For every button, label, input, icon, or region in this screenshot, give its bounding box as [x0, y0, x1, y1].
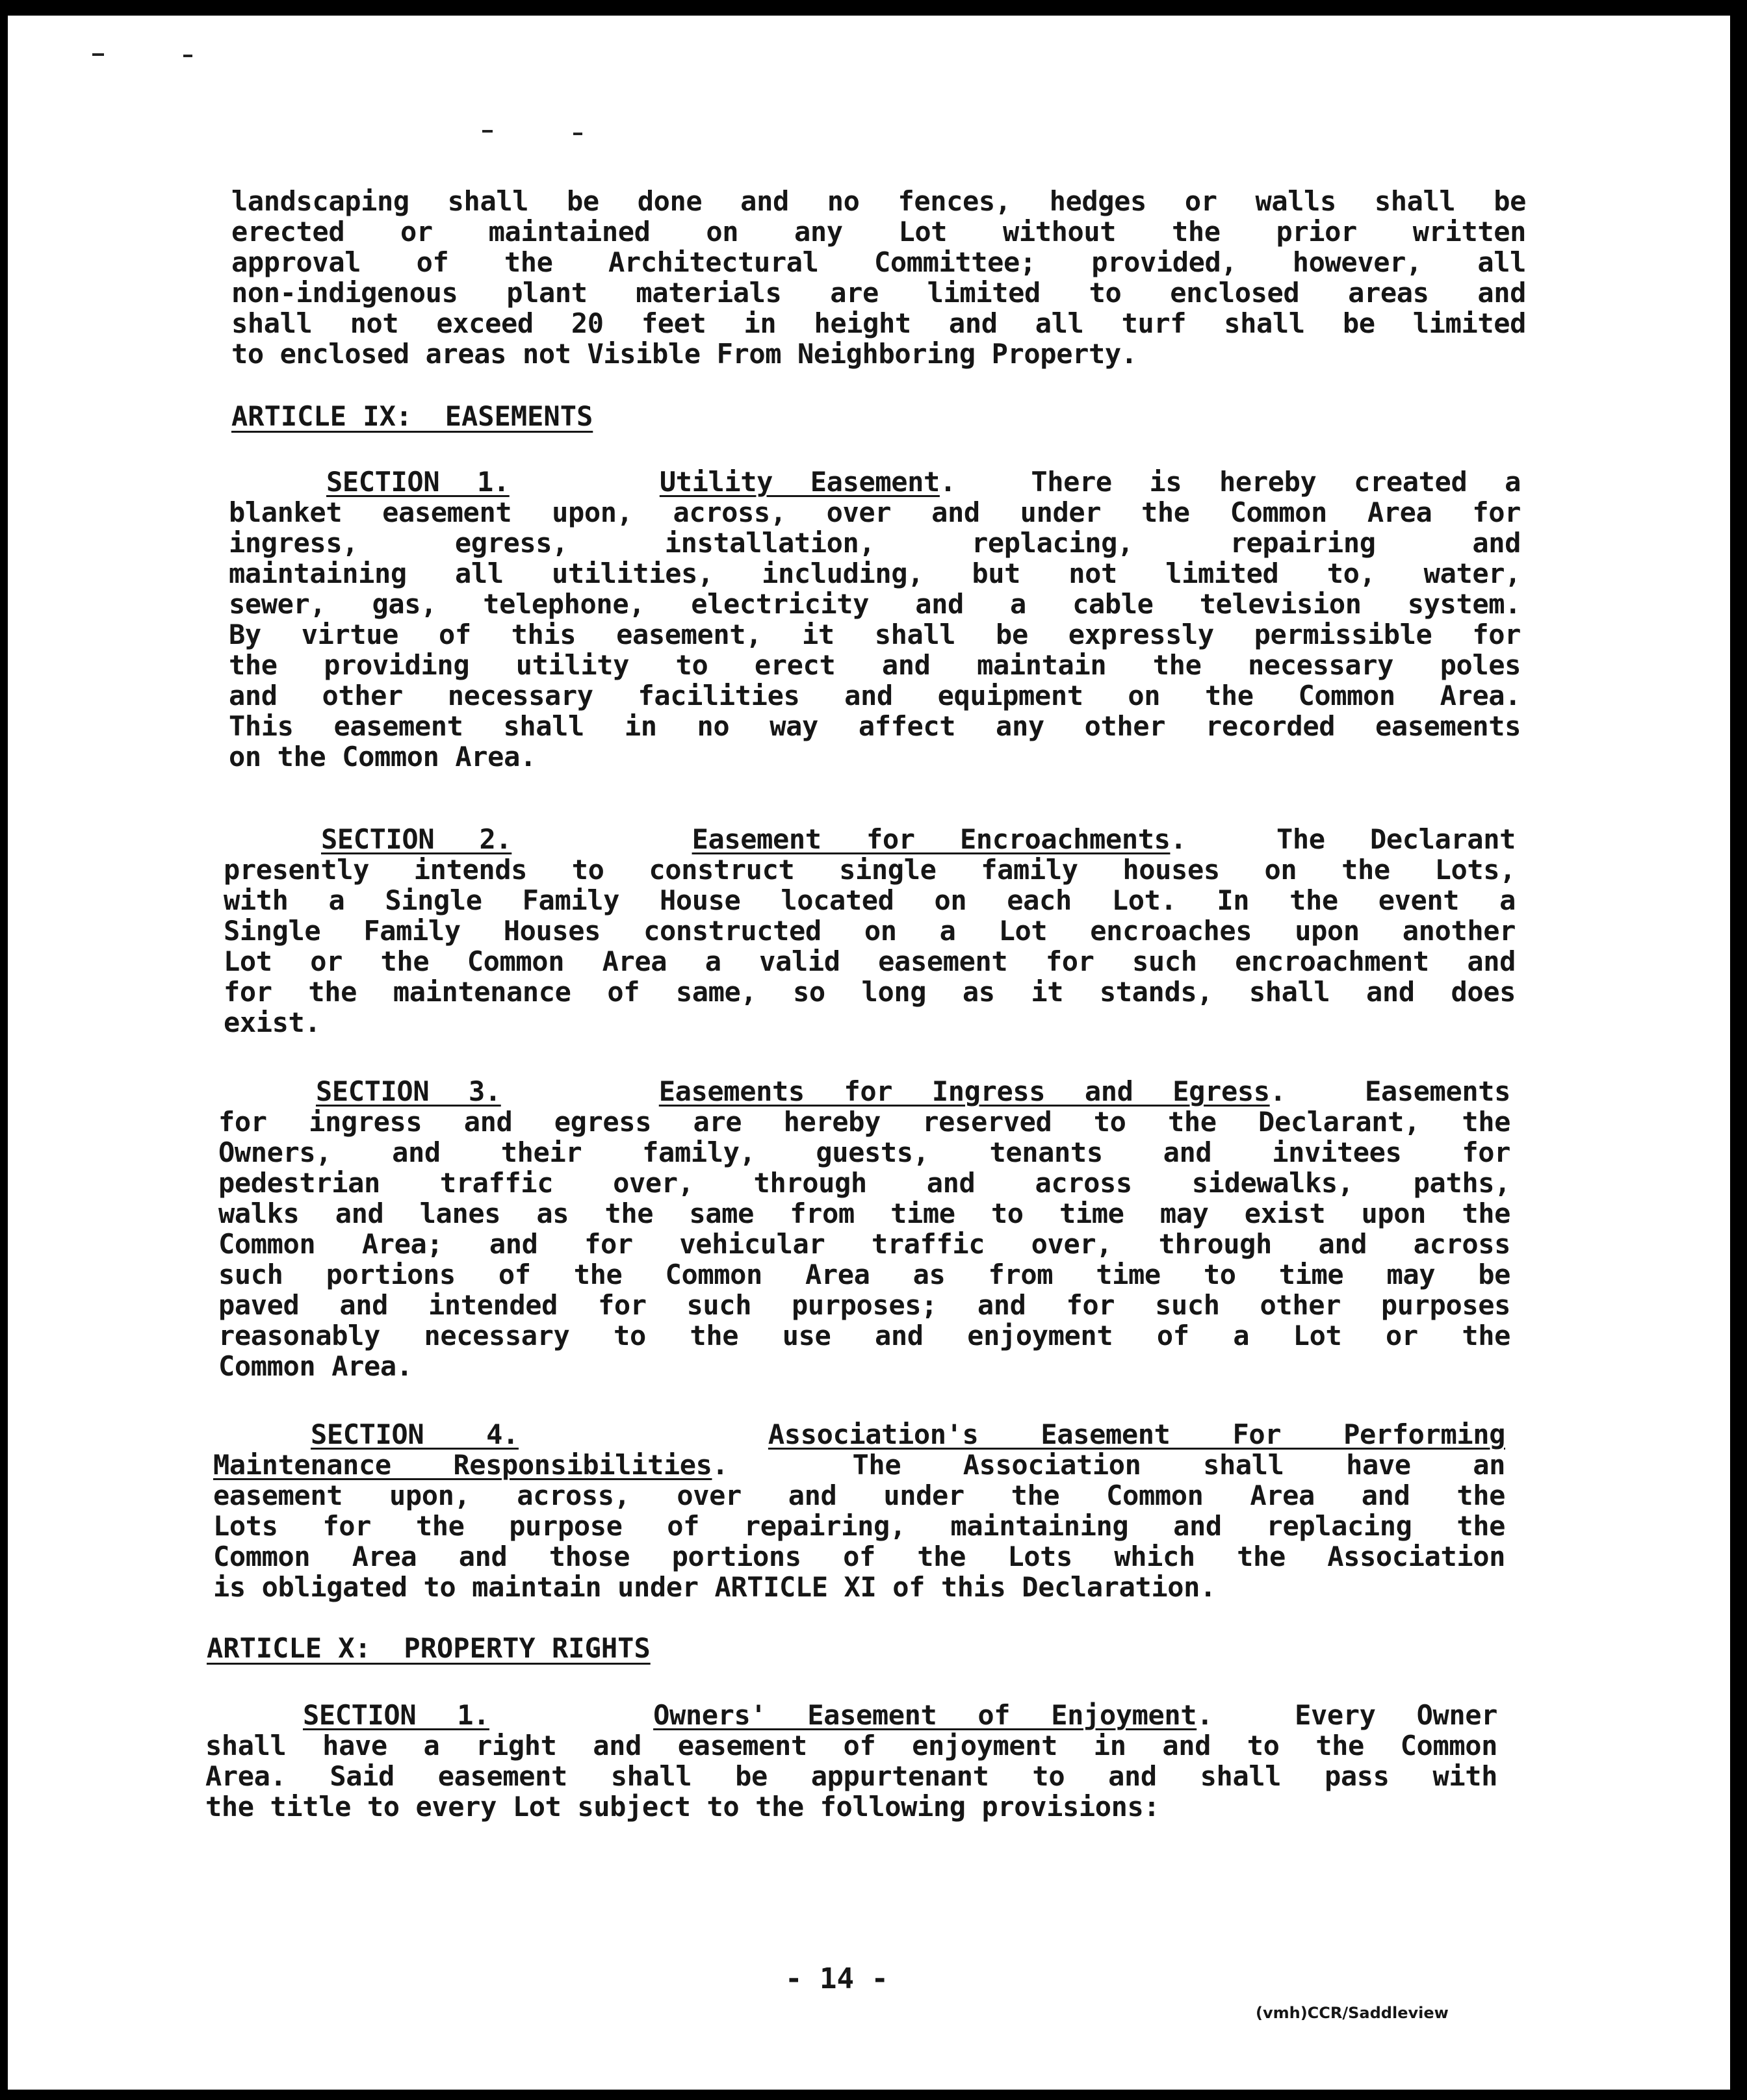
text-line: exist.	[224, 1006, 321, 1038]
section-title-continued: Maintenance Responsibilities	[213, 1449, 712, 1481]
text-line: Common Area and those portions of the Lots which the Association	[213, 1541, 1505, 1572]
text-line: Common Area; and for vehicular traffic over, through and across	[218, 1228, 1510, 1260]
section-label: SECTION 3.	[316, 1075, 501, 1107]
document-reference: (vmh)CCR/Saddleview	[1256, 2004, 1449, 2022]
text-line: for the maintenance of same, so long as it stands, shall and does	[224, 976, 1516, 1008]
text-line: Single Family Houses constructed on a Lot encroaches upon another	[224, 915, 1516, 947]
text-line: approval of the Architectural Committee; provided, however, all	[231, 246, 1526, 278]
text-line: non-indigenous plant materials are limited to enclosed areas and	[231, 277, 1526, 309]
text-line: Common Area.	[218, 1350, 413, 1382]
text-line: pedestrian traffic over, through and across sidewalks, paths,	[218, 1167, 1510, 1199]
article-ix-section-4	[213, 1419, 1505, 1602]
text-line: Easements	[1365, 1075, 1510, 1107]
text-line: This easement shall in no way affect any other recorded easements	[229, 710, 1521, 742]
text-line: Lots for the purpose of repairing, maintaining and replacing the	[213, 1510, 1505, 1542]
text-line: reasonably necessary to the use and enjoyment of a Lot or the	[218, 1320, 1510, 1351]
text-line: Area. Said easement shall be appurtenant to and shall pass with	[205, 1760, 1497, 1792]
section-first-line: SECTION 3. Easements for Ingress and Egress. Easements	[316, 1075, 1510, 1107]
article-ix-section-2	[224, 824, 1516, 1038]
scan-edge-shadow	[1730, 0, 1747, 2100]
text-line: shall not exceed 20 feet in height and all turf shall be limited	[231, 307, 1526, 339]
page-number: - 14 -	[785, 1962, 888, 1995]
text-line: sewer, gas, telephone, electricity and a cable television system.	[229, 588, 1521, 620]
article-ix-section-3	[218, 1076, 1510, 1381]
text-line: landscaping shall be done and no fences, hedges or walls shall be	[231, 185, 1526, 217]
section-label: SECTION 1.	[303, 1699, 489, 1731]
section-title: Easements for Ingress and Egress	[658, 1075, 1270, 1107]
text-line: the title to every Lot subject to the following provisions:	[205, 1791, 1160, 1823]
section-title: Utility Easement	[659, 466, 940, 498]
text-line: The Association shall have an	[852, 1449, 1505, 1481]
article-ix-section-1	[229, 467, 1521, 772]
section-second-line: Maintenance Responsibilities. The Association shall have an	[213, 1449, 1505, 1481]
text-line: presently intends to construct single family houses on the Lots,	[224, 854, 1516, 886]
text-line: The Declarant	[1276, 823, 1516, 855]
article-x-heading: ARTICLE X: PROPERTY RIGHTS	[207, 1632, 651, 1664]
text-line: with a Single Family House located on each Lot. In the event a	[224, 884, 1516, 916]
text-line: easement upon, across, over and under the Common Area and the	[213, 1479, 1505, 1511]
scan-mark	[92, 53, 104, 56]
document-page	[8, 16, 1730, 2090]
text-line: ingress, egress, installation, replacing, repairing and	[229, 527, 1521, 559]
text-line: paved and intended for such purposes; and for such other purposes	[218, 1289, 1510, 1321]
article-ix-heading: ARTICLE IX: EASEMENTS	[231, 400, 593, 432]
text-line: such portions of the Common Area as from time to time may be	[218, 1259, 1510, 1290]
text-line: walks and lanes as the same from time to time may exist upon the	[218, 1197, 1510, 1229]
section-label: SECTION 1.	[326, 466, 510, 498]
text-line: the providing utility to erect and maintain the necessary poles	[229, 649, 1521, 681]
text-line: maintaining all utilities, including, but not limited to, water,	[229, 557, 1521, 589]
scan-mark	[482, 130, 493, 133]
scan-mark	[573, 133, 582, 135]
section-label: SECTION 2.	[321, 823, 512, 855]
scan-mark	[183, 55, 192, 57]
section-first-line: SECTION 2. Easement for Encroachments. The Declarant	[321, 823, 1516, 855]
section-title: Owners' Easement of Enjoyment	[653, 1699, 1197, 1731]
section-first-line	[213, 1419, 1505, 1450]
text-line: Lot or the Common Area a valid easement for such encroachment and	[224, 945, 1516, 977]
text-line: on the Common Area.	[229, 741, 536, 773]
section-label: SECTION 4.	[311, 1418, 519, 1450]
text-line: is obligated to maintain under ARTICLE XI of this Declaration.	[213, 1571, 1216, 1603]
text-line: There is hereby created a	[1031, 466, 1521, 498]
text-line: By virtue of this easement, it shall be expressly permissible for	[229, 619, 1521, 650]
section-first-line: SECTION 1. Utility Easement. There is hereby created a	[326, 466, 1521, 498]
text-line: erected or maintained on any Lot without the prior written	[231, 216, 1526, 248]
section-first-line: SECTION 1. Owners' Easement of Enjoyment. Every Owner	[303, 1699, 1498, 1731]
article-x-section-1	[205, 1700, 1497, 1822]
text-line: Every Owner	[1295, 1699, 1498, 1731]
text-line: and other necessary facilities and equipment on the Common Area.	[229, 680, 1521, 711]
intro-paragraph	[231, 186, 1526, 369]
text-line: for ingress and egress are hereby reserved to the Declarant, the	[218, 1106, 1510, 1138]
text-line: shall have a right and easement of enjoyment in and to the Common	[205, 1730, 1497, 1761]
text-line: to enclosed areas not Visible From Neighboring Property.	[231, 338, 1137, 370]
text-line: blanket easement upon, across, over and under the Common Area for	[229, 496, 1521, 528]
text-line: Owners, and their family, guests, tenants and invitees for	[218, 1136, 1510, 1168]
section-title: Association's Easement For Performing	[768, 1418, 1505, 1450]
section-title: Easement for Encroachments	[692, 823, 1171, 855]
